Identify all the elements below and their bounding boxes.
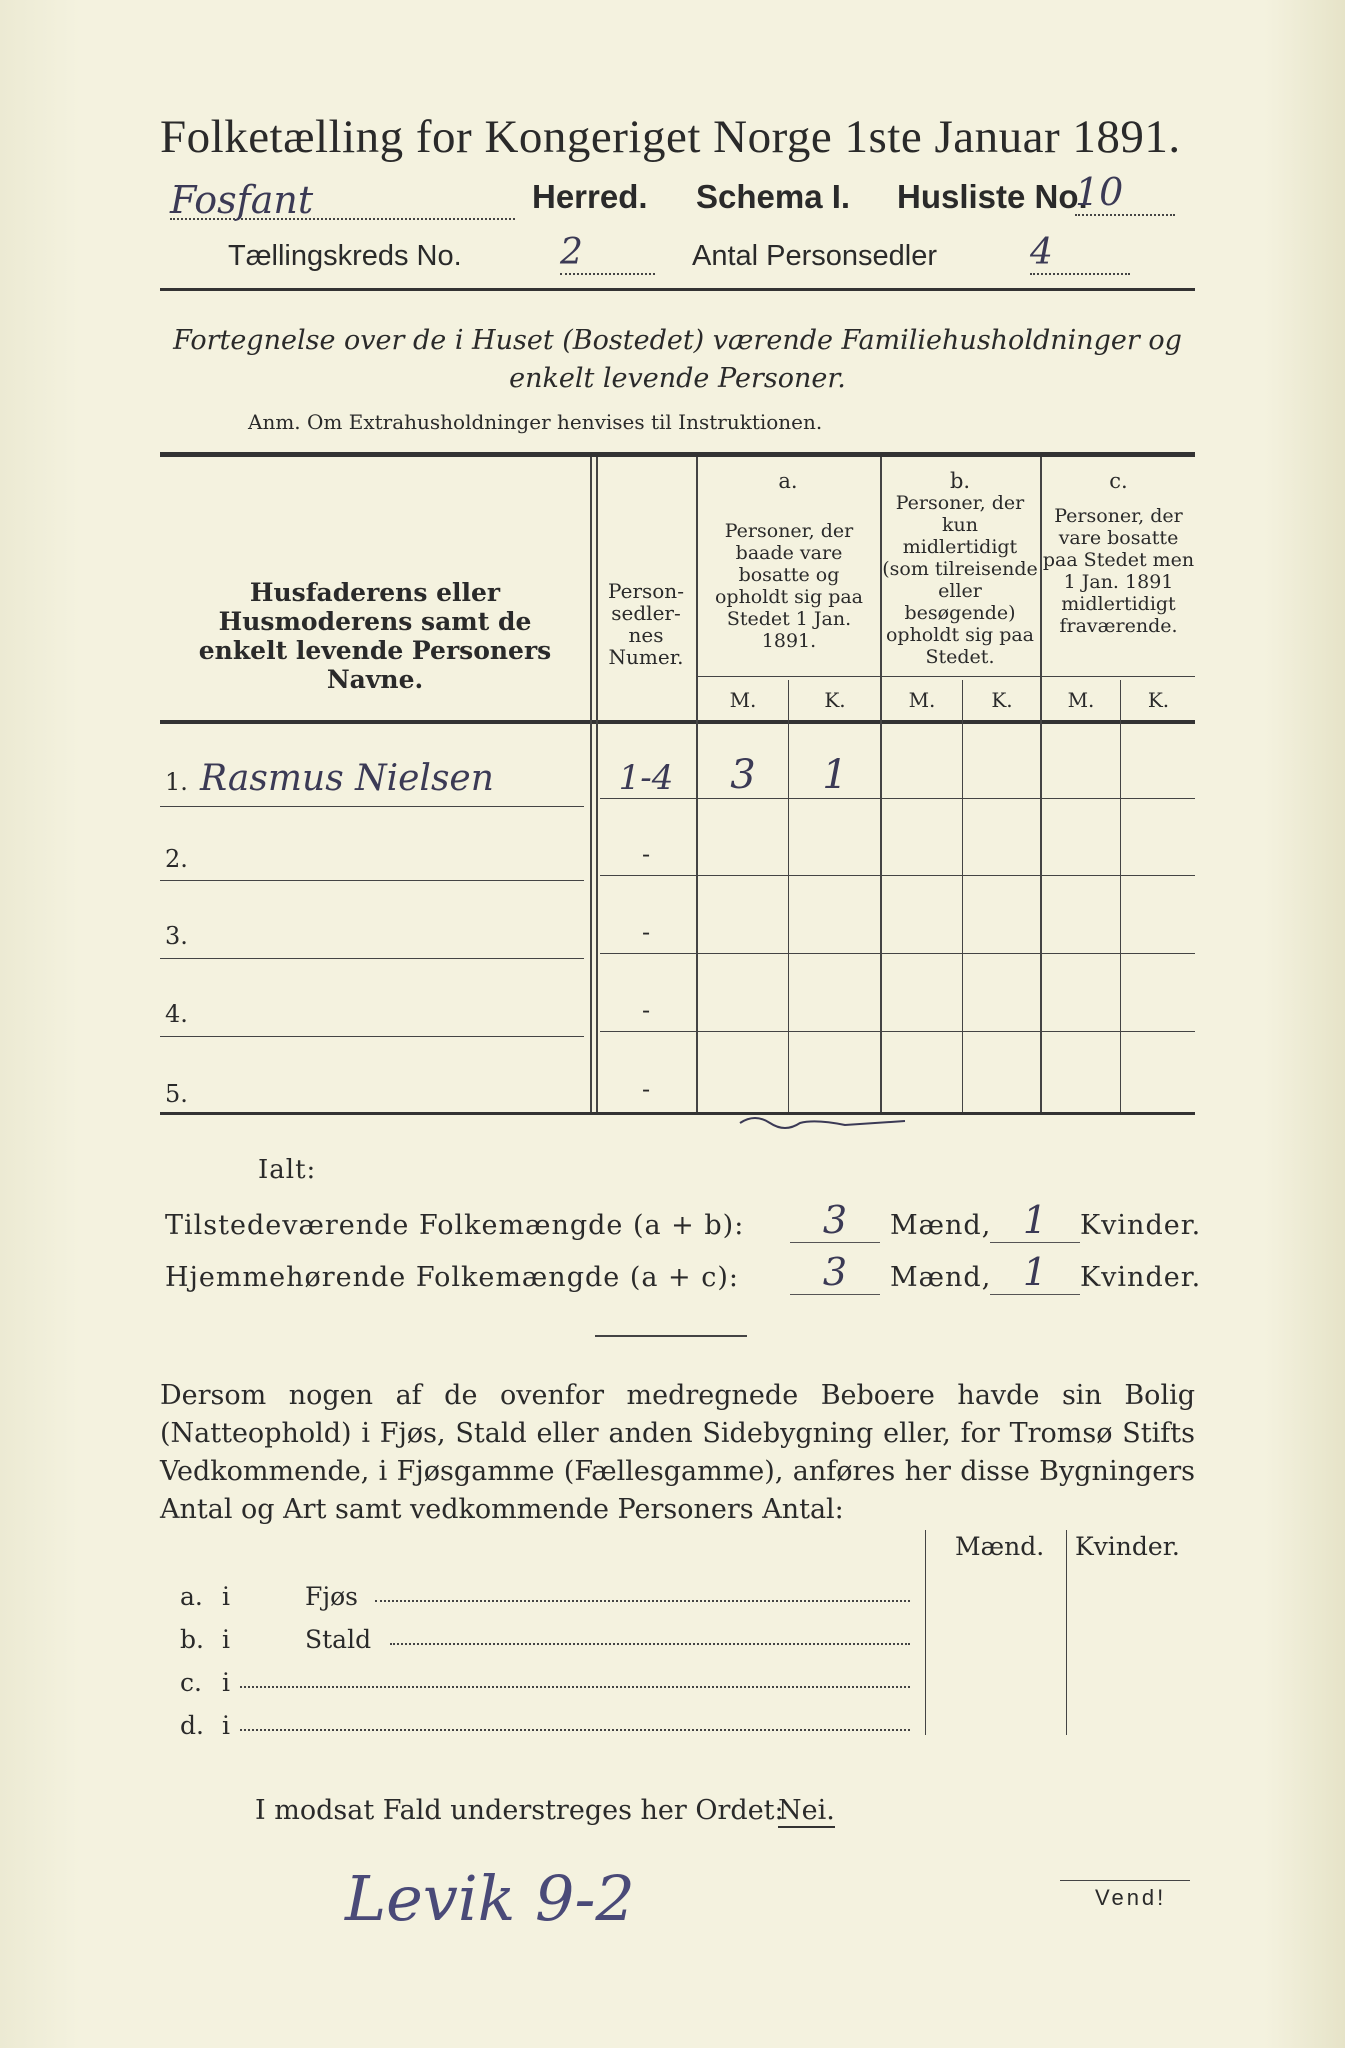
row-a-m: 3 xyxy=(730,752,756,798)
row-a-k: 1 xyxy=(822,752,848,798)
hjemme-kvinder: Kvinder. xyxy=(1080,1262,1202,1293)
building-letter: d. xyxy=(180,1711,204,1740)
nei-word: Nei. xyxy=(778,1795,835,1826)
tilstede-k: 1 xyxy=(990,1198,1080,1243)
tilstede-kvinder: Kvinder. xyxy=(1080,1210,1202,1241)
kreds-label: Tællingskreds No. xyxy=(228,240,462,272)
header-rule xyxy=(160,288,1195,291)
annotation: Anm. Om Extrahusholdninger henvises til Instruktionen. xyxy=(248,410,823,434)
husliste-label: Husliste No. xyxy=(897,178,1088,215)
vend-label: Vend! xyxy=(1095,1885,1167,1910)
building-i: i xyxy=(222,1582,230,1611)
herred-value: Fosfant xyxy=(170,178,515,220)
b-m-header: M. xyxy=(908,688,936,712)
row-personsedler: - xyxy=(641,1075,651,1103)
hjemme-label: Hjemmehørende Folkemængde (a + c): xyxy=(165,1262,739,1293)
row-number: 1. xyxy=(165,768,188,796)
building-letter: c. xyxy=(180,1668,202,1697)
kreds-value: 2 xyxy=(560,232,655,275)
col-c-letter: c. xyxy=(1109,469,1128,493)
building-label: Stald xyxy=(305,1625,372,1654)
col-c-header: Personer, der vare bosatte paa Stedet men 1 Jan. 1891 midlertidigt fraværende. xyxy=(1042,505,1195,637)
hjemme-m: 3 xyxy=(790,1250,880,1295)
building-i: i xyxy=(222,1625,230,1654)
col-a-header: Personer, der baade vare bosatte og opholdt sig paa Stedet 1 Jan. 1891. xyxy=(714,520,864,652)
sidebygning-paragraph: Dersom nogen af de ovenfor medregnede Beboere havde sin Bolig (Natteophold) i Fjøs, Stald eller anden Sidebygning eller, for Tromsø Stifts Vedkommende, i Fjøsgamme (Fællesgamme), anføres her disse Bygningers Antal og Art samt vedkommende Personers Antal: xyxy=(160,1380,1195,1525)
ialt-label: Ialt: xyxy=(258,1155,317,1185)
a-k-header: K. xyxy=(824,688,846,712)
col-b-header: Personer, der kun midlertidigt (som tilreisende eller besøgende) opholdt sig paa Stedet. xyxy=(882,492,1038,668)
building-letter: b. xyxy=(180,1625,204,1654)
schema-label: Schema I. xyxy=(696,178,851,215)
buildings-maend-header: Mænd. xyxy=(955,1532,1045,1561)
row-name: Rasmus Nielsen xyxy=(200,758,494,799)
table-bottom-rule xyxy=(160,1112,1195,1115)
building-i: i xyxy=(222,1668,230,1697)
row-personsedler: - xyxy=(641,996,651,1024)
row-number: 4. xyxy=(165,1000,188,1028)
antal-value: 4 xyxy=(1030,232,1130,275)
row-personsedler: - xyxy=(641,918,651,946)
col-a-letter: a. xyxy=(778,469,798,493)
a-m-header: M. xyxy=(729,688,757,712)
c-k-header: K. xyxy=(1147,688,1170,712)
row-personsedler: 1-4 xyxy=(618,758,674,798)
herred-label: Herred. xyxy=(532,178,648,215)
form-title: Folketælling for Kongeriget Norge 1ste Januar 1891. xyxy=(160,111,1181,163)
col-b-letter: b. xyxy=(949,469,971,493)
tilstede-m: 3 xyxy=(790,1198,880,1243)
husliste-value: 10 xyxy=(1075,170,1175,216)
building-letter: a. xyxy=(180,1582,203,1611)
col-num-header: Person-sedler-nes Numer. xyxy=(608,579,684,669)
building-i: i xyxy=(222,1711,230,1740)
b-k-header: K. xyxy=(991,688,1013,712)
scribble-mark xyxy=(735,1105,915,1135)
building-label: Fjøs xyxy=(305,1582,358,1611)
antal-label: Antal Personsedler xyxy=(692,240,938,272)
col-name-header: Husfaderens eller Husmoderens samt de enkelt levende Personers Navne. xyxy=(198,578,552,694)
hjemme-maend: Mænd, xyxy=(890,1262,992,1293)
tilstede-label: Tilstedeværende Folkemængde (a + b): xyxy=(165,1210,745,1241)
description: Fortegnelse over de i Huset (Bostedet) værende Familiehusholdninger og enkelt levende Personer. xyxy=(173,325,1182,394)
handwritten-note: Levik 9-2 xyxy=(345,1862,635,1935)
buildings-kvinder-header: Kvinder. xyxy=(1075,1532,1180,1561)
row-number: 5. xyxy=(165,1080,188,1108)
row-number: 2. xyxy=(165,845,188,873)
row-number: 3. xyxy=(165,922,188,950)
hjemme-k: 1 xyxy=(990,1250,1080,1295)
tilstede-maend: Mænd, xyxy=(890,1210,992,1241)
divider xyxy=(595,1335,747,1337)
c-m-header: M. xyxy=(1067,688,1095,712)
modsat-text: I modsat Fald understreges her Ordet: xyxy=(255,1795,784,1826)
row-personsedler: - xyxy=(641,840,651,868)
